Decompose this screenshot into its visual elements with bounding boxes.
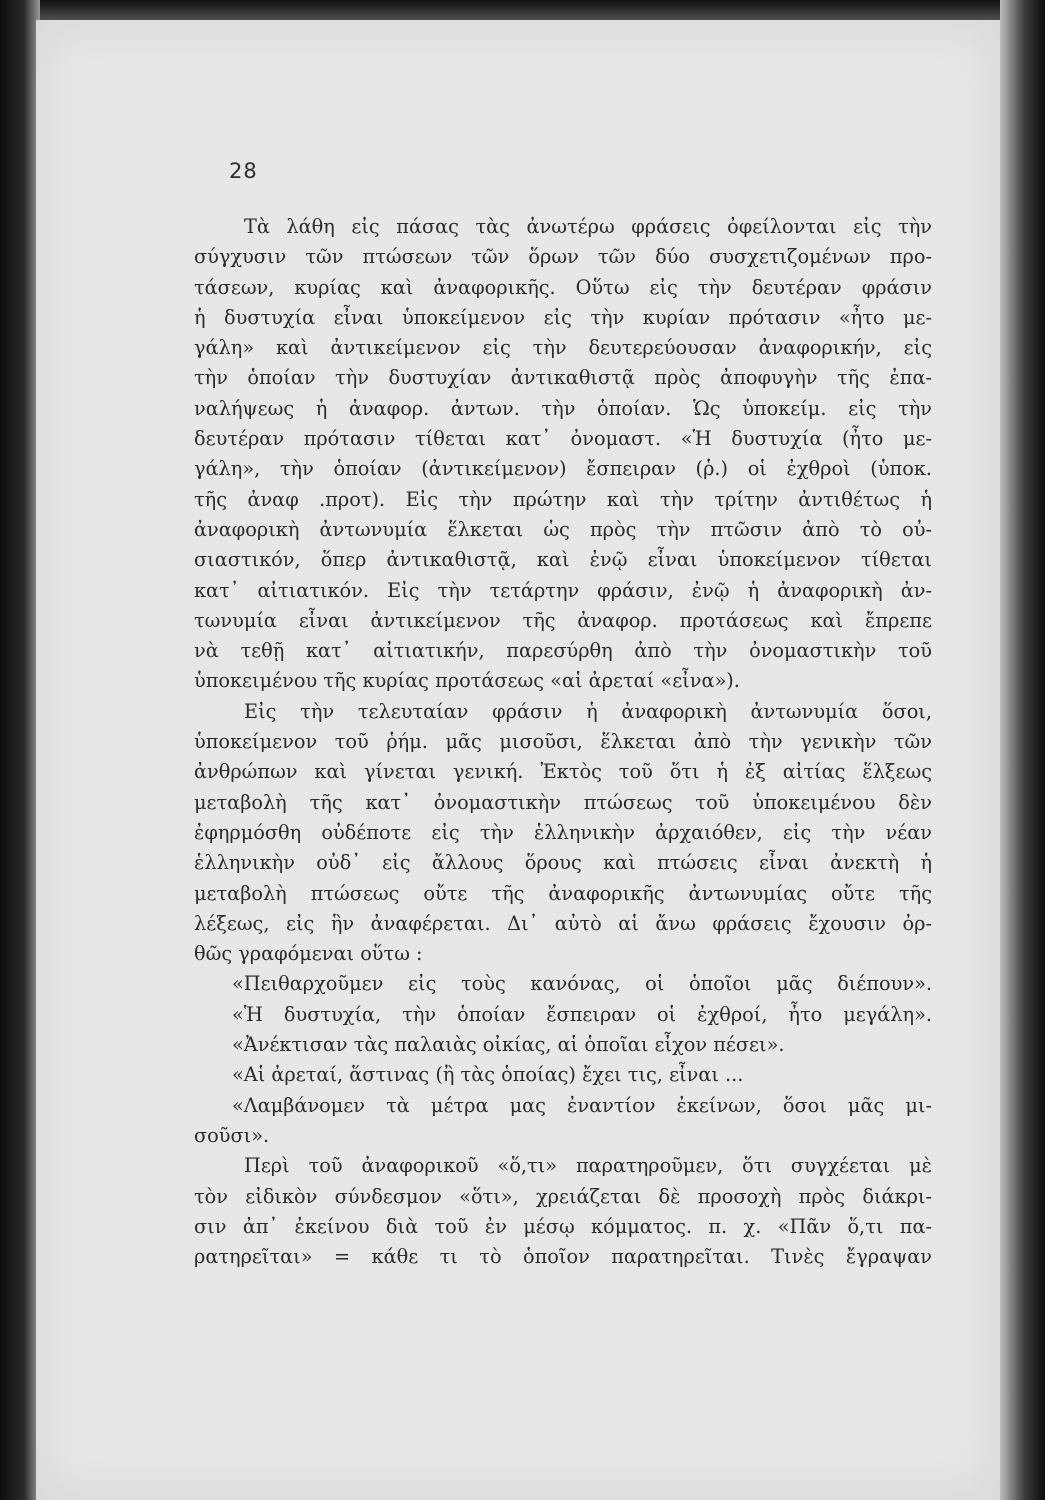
text-line: μεταβολὴ πτώσεως οὔτε τῆς ἀναφορικῆς ἀντωνυμίας οὔτε τῆς [194,881,932,905]
text-line: ρατηρεῖται» = κάθε τι τὸ ὁποῖον παρατηρεῖται. Τινὲς ἔγραψαν [194,1245,932,1269]
text-line: Εἰς τὴν τελευταίαν φράσιν ἡ ἀναφορικὴ ἀντωνυμία ὅσοι, [244,699,932,723]
text-line: «Ἀνέκτισαν τὰς παλαιὰς οἰκίας, αἱ ὁποῖαι εἶχον πέσει». [232,1033,785,1057]
text-line: ἡ δυστυχία εἶναι ὑποκείμενον εἰς τὴν κυρίαν πρότασιν «ἦτο με- [194,305,932,329]
text-line: «Λαμβάνομεν τὰ μέτρα μας ἐναντίον ἐκείνων, ὅσοι μᾶς μι- [232,1093,932,1117]
text-line: ὑποκείμενον τοῦ ῥήμ. μᾶς μισοῦσι, ἕλκεται ἀπὸ τὴν γενικὴν τῶν [194,730,932,754]
text-line: ναλήψεως ἡ ἀναφορ. ἀντων. τὴν ὁποίαν. Ὡς ὑποκείμ. εἰς τὴν [194,396,932,420]
text-line: Τὰ λάθη εἰς πάσας τὰς ἀνωτέρω φράσεις ὀφείλονται εἰς τὴν [244,215,932,238]
text-line: νὰ τεθῇ κατ᾽ αἰτιατικήν, παρεσύρθη ἀπὸ τὴν ὀνομαστικὴν τοῦ [194,639,932,663]
scan-border-right [1000,0,1045,1500]
text-line: ὑποκειμένου τῆς κυρίας προτάσεως «αἱ ἀρεταί «εἶνα»). [194,669,740,693]
page-number: 28 [229,159,258,183]
text-line: τὸν εἰδικὸν σύνδεσμον «ὅτι», χρειάζεται δὲ προσοχὴ πρὸς διάκρι- [194,1184,932,1208]
text-line: σύγχυσιν τῶν πτώσεων τῶν ὅρων τῶν δύο συσχετιζομένων προ- [194,245,932,269]
text-line: ἀναφορικὴ ἀντωνυμία ἕλκεται ὡς πρὸς τὴν πτῶσιν ἀπὸ τὸ οὐ- [194,517,932,541]
text-line: γάλη», τὴν ὁποίαν (ἀντικείμενον) ἔσπειραν (ῥ.) οἱ ἐχθροὶ (ὑποκ. [194,457,932,481]
scan-border-top [0,0,1045,22]
text-line: δευτέραν πρότασιν τίθεται κατ᾽ ὀνομαστ. «Ἡ δυστυχία (ἦτο με- [194,427,932,451]
text-line: θῶς γραφόμεναι οὕτω : [194,942,423,966]
text-line: «Ἡ δυστυχία, τὴν ὁποίαν ἔσπειραν οἱ ἐχθροί, ἦτο μεγάλη». [232,1002,932,1026]
text-line: Περὶ τοῦ ἀναφορικοῦ «ὅ,τι» παρατηροῦμεν, ὅτι συγχέεται μὲ [244,1154,932,1178]
text-line: ἑλληνικὴν οὐδ᾽ εἰς ἄλλους ὅρους καὶ πτώσεις εἶναι ἀνεκτὴ ἡ [194,851,932,875]
text-line: «Αἱ ἀρεταί, ἅστινας (ἢ τὰς ὁποίας) ἔχει τις, εἶναι ... [232,1063,744,1087]
text-line: γάλη» καὶ ἀντικείμενον εἰς τὴν δευτερεύουσαν ἀναφορικήν, εἰς [194,336,932,360]
text-line: μεταβολὴ τῆς κατ᾽ ὀνομαστικὴν πτώσεως τοῦ ὑποκειμένου δὲν [194,790,932,814]
text-line: κατ᾽ αἰτιατικόν. Εἰς τὴν τετάρτην φράσιν, ἐνῷ ἡ ἀναφορικὴ ἀν- [194,578,932,602]
text-line: τῆς ἀναφ .προτ). Εἰς τὴν πρώτην καὶ τὴν τρίτην ἀντιθέτως ἡ [194,487,932,511]
text-line: τάσεων, κυρίας καὶ ἀναφορικῆς. Οὕτω εἰς τὴν δευτέραν φράσιν [194,275,932,299]
text-line: ἀνθρώπων καὶ γίνεται γενική. Ἐκτὸς τοῦ ὅτι ἡ ἐξ αἰτίας ἕλξεως [194,760,932,784]
text-line: «Πειθαρχοῦμεν εἰς τοὺς κανόνας, οἱ ὁποῖοι μᾶς διέπουν». [232,972,932,996]
text-line: σιν ἀπ᾽ ἐκείνου διὰ τοῦ ἐν μέσῳ κόμματος. π. χ. «Πᾶν ὅ,τι πα- [194,1214,932,1238]
body-text [194,212,932,1272]
text-line: ἐφηρμόσθη οὐδέποτε εἰς τὴν ἑλληνικὴν ἀρχαιόθεν, εἰς τὴν νέαν [194,820,932,844]
text-line: λέξεως, εἰς ἣν ἀναφέρεται. Δι᾽ αὐτὸ αἱ ἄνω φράσεις ἔχουσιν ὀρ- [194,911,932,935]
text-line: σιαστικόν, ὅπερ ἀντικαθιστᾷ, καὶ ἐνῷ εἶναι ὑποκείμενον τίθεται [194,548,932,572]
scan-border-left [0,0,40,1500]
text-line: σοῦσι». [194,1123,270,1147]
text-line: τὴν ὁποίαν τὴν δυστυχίαν ἀντικαθιστᾷ πρὸς ἀποφυγὴν τῆς ἐπα- [194,366,932,390]
text-line: τωνυμία εἶναι ἀντικείμενον τῆς ἀναφορ. προτάσεως καὶ ἔπρεπε [194,608,932,632]
